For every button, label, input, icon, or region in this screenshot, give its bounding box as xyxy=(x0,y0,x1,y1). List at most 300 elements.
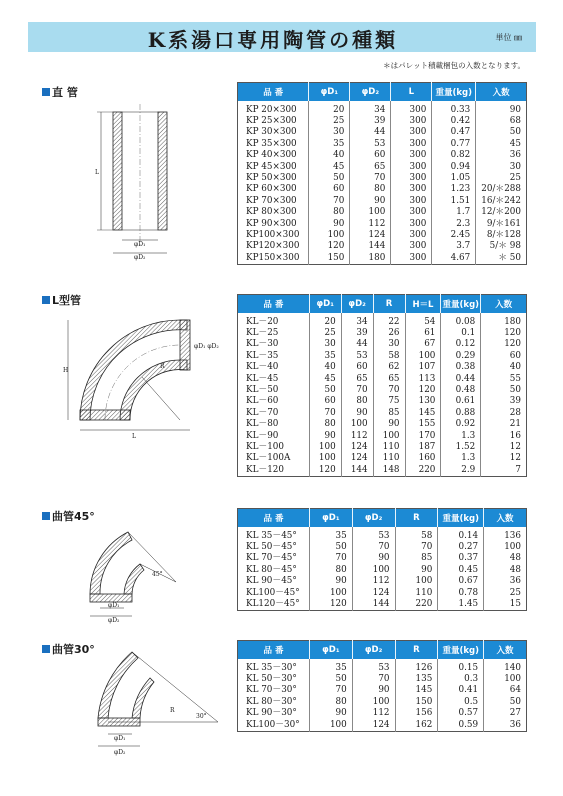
table-cell: KP 20×300 xyxy=(246,104,297,115)
table-cell: KP 35×300 xyxy=(246,138,297,149)
column-header: φD₂ xyxy=(341,295,373,313)
table-cell: 150 xyxy=(395,697,438,708)
column-header: 入数 xyxy=(484,509,527,527)
column-header: 入数 xyxy=(481,295,527,313)
table-cell: 148 xyxy=(373,465,405,477)
table-cell: 50 xyxy=(484,697,527,708)
table-cell: 110 xyxy=(395,588,438,599)
table-cell: 30 xyxy=(309,339,341,350)
column-header: L xyxy=(391,83,432,101)
table-cell: 70 xyxy=(309,553,352,564)
table-cell: 40 xyxy=(309,150,350,161)
table-cell: KP 70×300 xyxy=(246,195,297,206)
table-cell: 50 xyxy=(481,385,527,396)
table-cell: 124 xyxy=(350,230,391,241)
table-cell: 144 xyxy=(352,599,395,611)
table-cell: 100 xyxy=(405,351,441,362)
straight-pipe-table xyxy=(237,82,527,265)
table-cell: 0.57 xyxy=(438,708,484,719)
table-cell: 120 xyxy=(481,328,527,339)
table-cell: 5/＊ 98 xyxy=(476,241,527,252)
table-cell: 0.61 xyxy=(441,396,481,407)
table-row xyxy=(238,408,527,419)
table-cell: 300 xyxy=(391,127,432,138)
table-cell: 67 xyxy=(405,339,441,350)
table-cell: 20 xyxy=(309,101,350,116)
table-cell: 80 xyxy=(309,419,341,430)
table-cell: 2.9 xyxy=(441,465,481,477)
table-cell: 50 xyxy=(309,542,352,553)
column-header: 重量(kg) xyxy=(438,641,484,659)
table-cell: 75 xyxy=(373,396,405,407)
table-cell: 120 xyxy=(309,465,341,477)
table-cell: KL－90 xyxy=(246,430,279,441)
table-cell: 48 xyxy=(484,553,527,564)
column-header: 入数 xyxy=(476,83,527,101)
table-cell: 16 xyxy=(481,431,527,442)
table-cell: KP 80×300 xyxy=(246,207,297,218)
column-header: 品 番 xyxy=(238,295,310,313)
table-cell: 145 xyxy=(395,685,438,696)
table-cell: KL－40 xyxy=(246,362,279,373)
pallet-note: ＊はパレット積載梱包の入数となります。 xyxy=(383,61,525,70)
table-cell: 100 xyxy=(352,565,395,576)
table-cell: 8/＊128 xyxy=(476,230,527,241)
table-cell: 70 xyxy=(352,542,395,553)
table-row xyxy=(238,230,527,241)
table-row xyxy=(238,196,527,207)
table-cell: 25 xyxy=(309,116,350,127)
table-cell: 220 xyxy=(395,599,438,611)
table-cell: 90 xyxy=(352,553,395,564)
table-cell: 20/＊288 xyxy=(476,184,527,195)
table-cell: 100 xyxy=(309,230,350,241)
table-cell: 34 xyxy=(350,101,391,116)
table-cell: 2.45 xyxy=(432,230,476,241)
section-title-straight: 直 管 xyxy=(42,84,78,100)
table-cell: 15 xyxy=(484,599,527,611)
table-cell: 90 xyxy=(373,419,405,430)
table-cell: 1.7 xyxy=(432,207,476,218)
table-cell: 4.67 xyxy=(432,253,476,265)
section-title-bend30: 曲管30° xyxy=(42,641,95,657)
table-cell: 300 xyxy=(391,162,432,173)
table-cell: 9/＊161 xyxy=(476,219,527,230)
table-cell: 0.59 xyxy=(438,720,484,732)
table-cell: 50 xyxy=(309,674,352,685)
l-type-pipe-diagram xyxy=(62,312,232,452)
table-cell: 1.52 xyxy=(441,442,481,453)
dim-h-label: H xyxy=(63,367,69,374)
table-cell: KL 80－45° xyxy=(246,564,297,575)
table-cell: 26 xyxy=(373,328,405,339)
dim-length-label: L xyxy=(95,169,99,176)
table-cell: 0.48 xyxy=(441,385,481,396)
table-cell: 0.78 xyxy=(438,588,484,599)
table-cell: 85 xyxy=(373,408,405,419)
table-cell: 70 xyxy=(309,685,352,696)
table-cell: 60 xyxy=(350,150,391,161)
table-cell: 70 xyxy=(350,173,391,184)
table-cell: KL－80 xyxy=(246,419,279,430)
table-cell: 0.42 xyxy=(432,116,476,127)
table-cell: 90 xyxy=(395,565,438,576)
table-cell: 90 xyxy=(352,685,395,696)
section-title-l-type: L型管 xyxy=(42,292,81,308)
table-cell: 34 xyxy=(341,313,373,328)
table-row xyxy=(238,708,527,719)
column-header: φD₂ xyxy=(352,509,395,527)
table-cell: KL100－45° xyxy=(246,587,300,598)
table-cell: 170 xyxy=(405,431,441,442)
table-cell: 0.14 xyxy=(438,527,484,542)
table-row xyxy=(238,241,527,252)
table-cell: 100 xyxy=(395,576,438,587)
table-cell: 36 xyxy=(484,576,527,587)
table-row xyxy=(238,207,527,218)
table-cell: 0.38 xyxy=(441,362,481,373)
table-cell: KL120－45° xyxy=(246,598,300,609)
table-cell: 35 xyxy=(309,527,352,542)
table-row xyxy=(238,328,527,339)
table-cell: 39 xyxy=(341,328,373,339)
table-cell: 80 xyxy=(309,697,352,708)
table-cell: 16/＊242 xyxy=(476,196,527,207)
table-cell: KL100－30° xyxy=(246,719,300,730)
table-cell: 54 xyxy=(405,313,441,328)
section-marker-icon xyxy=(42,296,50,304)
table-cell: 300 xyxy=(391,173,432,184)
angle-label: 45° xyxy=(152,571,163,578)
table-header-row xyxy=(238,509,527,527)
table-row xyxy=(238,184,527,195)
column-header: φD₁ xyxy=(309,83,350,101)
table-cell: 300 xyxy=(391,253,432,265)
table-cell: 70 xyxy=(395,542,438,553)
table-cell: 100 xyxy=(350,207,391,218)
section-marker-icon xyxy=(42,645,50,653)
section-marker-icon xyxy=(42,512,50,520)
column-header: H＝L xyxy=(405,295,441,313)
table-cell: 136 xyxy=(484,527,527,542)
table-cell: KP 40×300 xyxy=(246,150,297,161)
table-cell: 160 xyxy=(405,453,441,464)
dim-d-label: φD₁ φD₂ xyxy=(194,343,219,350)
table-cell: 50 xyxy=(309,385,341,396)
table-cell: 0.12 xyxy=(441,339,481,350)
table-cell: 120 xyxy=(481,339,527,350)
column-header: R xyxy=(373,295,405,313)
table-header-row xyxy=(238,295,527,313)
table-cell: 0.3 xyxy=(438,674,484,685)
table-row xyxy=(238,599,527,611)
table-cell: 100 xyxy=(484,674,527,685)
table-cell: 45 xyxy=(309,162,350,173)
table-row xyxy=(238,576,527,587)
column-header: R xyxy=(395,641,438,659)
table-cell: 120 xyxy=(405,385,441,396)
dim-d2-label: φD₂ xyxy=(108,617,120,624)
table-cell: 50 xyxy=(476,127,527,138)
table-cell: 53 xyxy=(352,527,395,542)
table-cell: 0.82 xyxy=(432,150,476,161)
table-cell: 100 xyxy=(341,419,373,430)
table-cell: 53 xyxy=(341,351,373,362)
table-cell: KL 80－30° xyxy=(246,696,297,707)
table-cell: 100 xyxy=(309,453,341,464)
table-cell: 65 xyxy=(350,162,391,173)
table-row xyxy=(238,313,527,328)
table-cell: 25 xyxy=(309,328,341,339)
table-cell: KL－35 xyxy=(246,350,279,361)
table-row xyxy=(238,127,527,138)
table-cell: 100 xyxy=(352,697,395,708)
table-cell: 30 xyxy=(309,127,350,138)
table-cell: 61 xyxy=(405,328,441,339)
table-cell: 187 xyxy=(405,442,441,453)
table-row xyxy=(238,351,527,362)
table-cell: KL 70－30° xyxy=(246,685,297,696)
table-cell: 0.92 xyxy=(441,419,481,430)
table-cell: 155 xyxy=(405,419,441,430)
table-row xyxy=(238,339,527,350)
table-cell: 0.29 xyxy=(441,351,481,362)
table-row xyxy=(238,396,527,407)
table-cell: 140 xyxy=(484,659,527,674)
table-cell: 50 xyxy=(309,173,350,184)
table-cell: 100 xyxy=(373,431,405,442)
table-cell: 12/＊200 xyxy=(476,207,527,218)
table-cell: KL－120 xyxy=(246,464,285,475)
table-cell: 180 xyxy=(350,253,391,265)
table-cell: 300 xyxy=(391,230,432,241)
table-cell: 113 xyxy=(405,374,441,385)
table-cell: KP120×300 xyxy=(246,241,300,252)
table-cell: 27 xyxy=(484,708,527,719)
table-cell: KL－50 xyxy=(246,384,279,395)
table-cell: 25 xyxy=(476,173,527,184)
dim-l-label: L xyxy=(132,433,136,440)
table-cell: 0.27 xyxy=(438,542,484,553)
table-cell: 90 xyxy=(309,219,350,230)
table-row xyxy=(238,150,527,161)
bend45-pipe-diagram xyxy=(80,524,190,624)
table-cell: 35 xyxy=(309,659,352,674)
table-cell: 36 xyxy=(476,150,527,161)
table-cell: 35 xyxy=(309,139,350,150)
table-cell: 180 xyxy=(481,313,527,328)
table-cell: 112 xyxy=(352,708,395,719)
table-cell: 0.08 xyxy=(441,313,481,328)
table-cell: 39 xyxy=(350,116,391,127)
table-cell: 300 xyxy=(391,101,432,116)
table-cell: 1.3 xyxy=(441,453,481,464)
table-cell: KP 25×300 xyxy=(246,115,297,126)
table-cell: 30 xyxy=(373,339,405,350)
table-cell: 60 xyxy=(481,351,527,362)
table-header-row xyxy=(238,83,527,101)
table-cell: 124 xyxy=(341,453,373,464)
table-cell: KL 90－30° xyxy=(246,708,297,719)
table-cell: 1.05 xyxy=(432,173,476,184)
table-cell: 0.15 xyxy=(438,659,484,674)
table-cell: 300 xyxy=(391,184,432,195)
table-row xyxy=(238,362,527,373)
table-cell: 107 xyxy=(405,362,441,373)
table-cell: 28 xyxy=(481,408,527,419)
table-cell: KL－30 xyxy=(246,339,279,350)
table-cell: 300 xyxy=(391,150,432,161)
table-cell: 120 xyxy=(309,241,350,252)
table-cell: 64 xyxy=(484,685,527,696)
dim-d2-label: φD₂ xyxy=(134,254,146,261)
table-cell: KL－60 xyxy=(246,396,279,407)
table-cell: 124 xyxy=(352,588,395,599)
table-cell: 12 xyxy=(481,442,527,453)
table-row xyxy=(238,419,527,430)
table-cell: 80 xyxy=(350,184,391,195)
table-cell: 100 xyxy=(309,720,352,732)
table-cell: 12 xyxy=(481,453,527,464)
table-cell: 120 xyxy=(309,599,352,611)
table-cell: KL 35－45° xyxy=(246,530,297,541)
table-cell: KL－25 xyxy=(246,327,279,338)
table-cell: 145 xyxy=(405,408,441,419)
table-cell: 220 xyxy=(405,465,441,477)
table-row xyxy=(238,253,527,265)
table-row xyxy=(238,542,527,553)
table-cell: 58 xyxy=(373,351,405,362)
page-title: K系湯口専用陶管の種類 xyxy=(147,28,399,52)
table-cell: KL－20 xyxy=(246,316,279,327)
bend30-pipe-table xyxy=(237,640,527,732)
table-row xyxy=(238,116,527,127)
table-cell: 1.45 xyxy=(438,599,484,611)
table-cell: 1.3 xyxy=(441,431,481,442)
l-type-pipe-table xyxy=(237,294,527,477)
column-header: φD₂ xyxy=(350,83,391,101)
table-cell: KL－45 xyxy=(246,373,279,384)
table-cell: 25 xyxy=(484,588,527,599)
table-row xyxy=(238,565,527,576)
table-cell: 100 xyxy=(309,588,352,599)
table-cell: 126 xyxy=(395,659,438,674)
table-row xyxy=(238,465,527,477)
table-cell: 45 xyxy=(476,139,527,150)
table-cell: 112 xyxy=(350,219,391,230)
table-cell: 110 xyxy=(373,442,405,453)
dim-r-label: R xyxy=(160,363,165,370)
table-cell: 40 xyxy=(481,362,527,373)
table-cell: 55 xyxy=(481,374,527,385)
table-cell: 300 xyxy=(391,207,432,218)
table-cell: ＊ 50 xyxy=(476,253,527,265)
table-cell: 130 xyxy=(405,396,441,407)
table-row xyxy=(238,527,527,542)
table-cell: KP150×300 xyxy=(246,252,300,263)
table-cell: 300 xyxy=(391,219,432,230)
table-cell: 30 xyxy=(476,162,527,173)
table-cell: 68 xyxy=(476,116,527,127)
table-cell: 150 xyxy=(309,253,350,265)
table-cell: 40 xyxy=(309,362,341,373)
title-band xyxy=(28,22,536,52)
table-cell: KL－100 xyxy=(246,441,285,452)
table-cell: 58 xyxy=(395,527,438,542)
dim-d1-label: φD₁ xyxy=(134,241,146,248)
table-cell: 80 xyxy=(309,207,350,218)
table-cell: 70 xyxy=(309,196,350,207)
table-cell: 124 xyxy=(341,442,373,453)
table-cell: 22 xyxy=(373,313,405,328)
column-header: φD₁ xyxy=(309,509,352,527)
column-header: φD₁ xyxy=(309,641,352,659)
table-cell: 53 xyxy=(350,139,391,150)
table-cell: 85 xyxy=(395,553,438,564)
table-row xyxy=(238,173,527,184)
column-header: 重量(kg) xyxy=(438,509,484,527)
table-cell: 112 xyxy=(341,431,373,442)
table-row xyxy=(238,219,527,230)
table-cell: 70 xyxy=(352,674,395,685)
dim-d1-label: φD₁ xyxy=(114,735,126,742)
table-cell: 0.47 xyxy=(432,127,476,138)
table-row xyxy=(238,659,527,674)
table-cell: 36 xyxy=(484,720,527,732)
table-cell: 21 xyxy=(481,419,527,430)
table-row xyxy=(238,674,527,685)
table-cell: 7 xyxy=(481,465,527,477)
table-cell: 0.37 xyxy=(438,553,484,564)
table-cell: 300 xyxy=(391,139,432,150)
table-cell: 80 xyxy=(309,565,352,576)
table-cell: 0.5 xyxy=(438,697,484,708)
table-cell: 0.41 xyxy=(438,685,484,696)
table-cell: 70 xyxy=(309,408,341,419)
table-row xyxy=(238,685,527,696)
table-cell: KL 35－30° xyxy=(246,662,297,673)
column-header: R xyxy=(395,509,438,527)
table-row xyxy=(238,431,527,442)
angle-label: 30° xyxy=(196,713,207,720)
table-cell: 2.3 xyxy=(432,219,476,230)
table-cell: KL 50－45° xyxy=(246,541,297,552)
table-cell: 44 xyxy=(341,339,373,350)
table-cell: 1.23 xyxy=(432,184,476,195)
table-cell: 100 xyxy=(309,442,341,453)
table-header-row xyxy=(238,641,527,659)
table-row xyxy=(238,162,527,173)
table-cell: 45 xyxy=(309,374,341,385)
column-header: 重量(kg) xyxy=(432,83,476,101)
column-header: 重量(kg) xyxy=(441,295,481,313)
table-cell: 90 xyxy=(476,101,527,116)
table-cell: KL－70 xyxy=(246,407,279,418)
table-cell: 0.44 xyxy=(441,374,481,385)
section-title-bend45: 曲管45° xyxy=(42,508,95,524)
table-cell: 0.1 xyxy=(441,328,481,339)
table-cell: 48 xyxy=(484,565,527,576)
table-cell: KP 90×300 xyxy=(246,218,297,229)
table-cell: 53 xyxy=(352,659,395,674)
table-row xyxy=(238,453,527,464)
table-cell: 60 xyxy=(341,362,373,373)
table-cell: 90 xyxy=(309,576,352,587)
straight-pipe-diagram xyxy=(95,100,205,265)
table-cell: 144 xyxy=(341,465,373,477)
table-cell: KP 60×300 xyxy=(246,184,297,195)
table-row xyxy=(238,139,527,150)
